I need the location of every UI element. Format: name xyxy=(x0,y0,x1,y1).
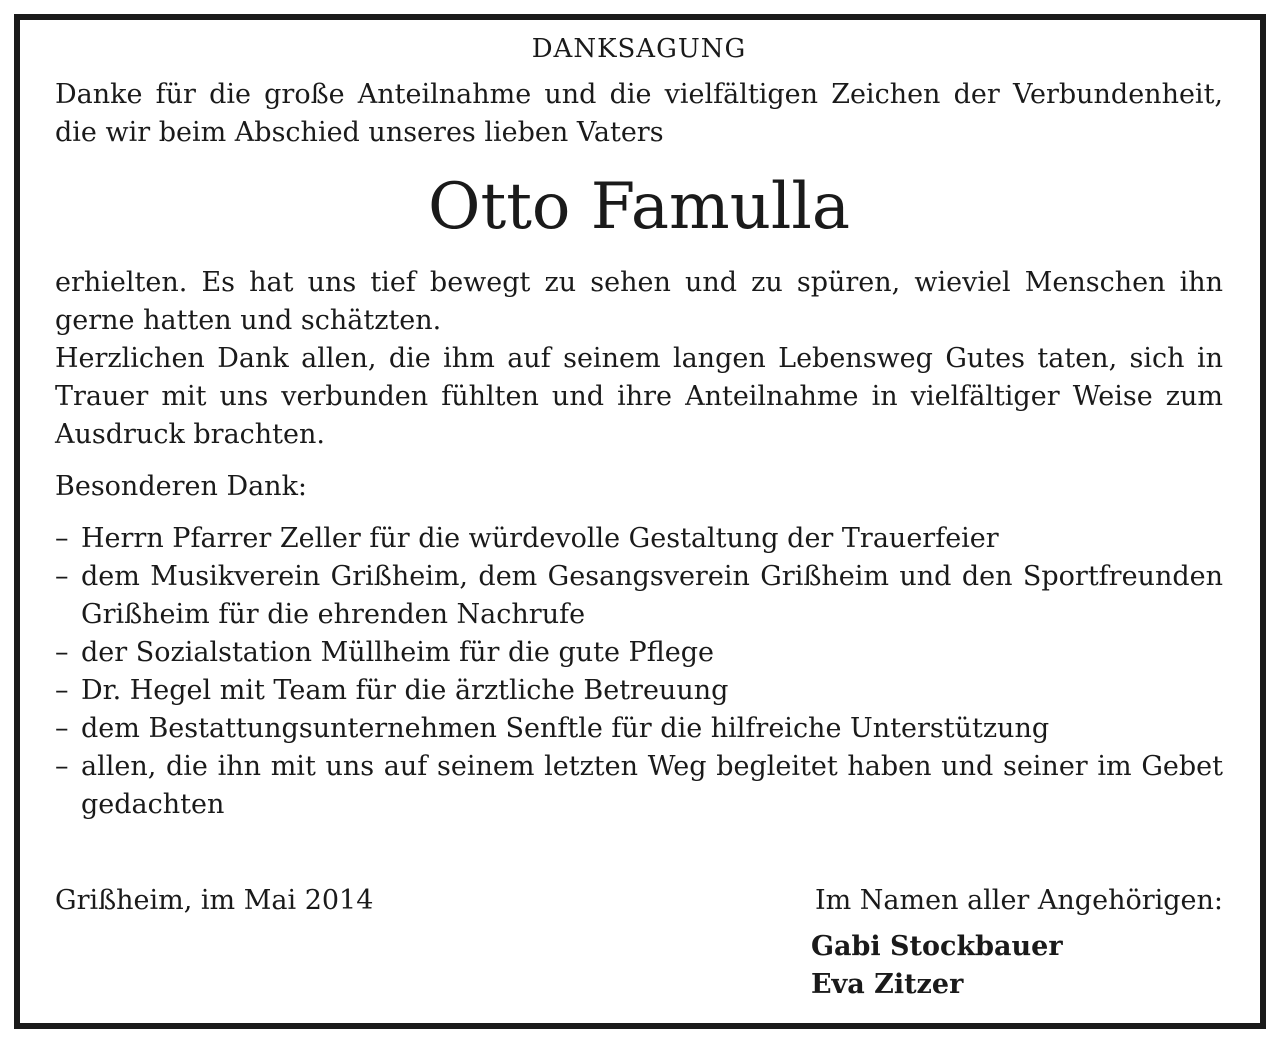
signers xyxy=(810,928,1223,1004)
place-date: Grißheim, im Mai 2014 xyxy=(55,885,374,916)
notice-body xyxy=(55,30,1223,824)
paragraph-2: Herzlichen Dank allen, die ihm auf seinem langen Lebensweg Gutes taten, sich in Trauer mit uns verbunden fühlten und ihre Anteilnahme in vielfältiger Weise zum Ausdruck brachten. xyxy=(55,343,1223,450)
list-item: – allen, die ihn mit uns auf seinem letzten Weg begleitet haben und seiner im Gebet gedachten xyxy=(55,748,1223,824)
list-item: – Herrn Pfarrer Zeller für die würdevolle Gestaltung der Trauerfeier xyxy=(55,520,1223,558)
signoff-block xyxy=(810,882,1223,1004)
list-item: – dem Musikverein Grißheim, dem Gesangsverein Grißheim und den Sportfreunden Grißheim für die ehrenden Nachrufe xyxy=(55,558,1223,634)
list-item: – dem Bestattungsunternehmen Senftle für die hilfreiche Unterstützung xyxy=(55,710,1223,748)
signer-name: Gabi Stockbauer xyxy=(810,931,1063,962)
list-item: – Dr. Hegel mit Team für die ärztliche Betreuung xyxy=(55,672,1223,710)
deceased-name: Otto Famulla xyxy=(428,170,850,244)
special-thanks-label: Besonderen Dank: xyxy=(55,471,308,502)
signer-name: Eva Zitzer xyxy=(810,969,964,1000)
list-item: – der Sozialstation Müllheim für die gute Pflege xyxy=(55,634,1223,672)
signoff-line: Im Namen aller Angehörigen: xyxy=(814,885,1223,916)
intro-paragraph: Danke für die große Anteilnahme und die vielfältigen Zeichen der Verbundenheit, die wir beim Abschied unseres lieben Vaters xyxy=(55,79,1223,148)
paragraph-1: erhielten. Es hat uns tief bewegt zu sehen und zu spüren, wieviel Menschen ihn gerne hatten und schätzten. xyxy=(55,267,1223,336)
thanks-list xyxy=(55,520,1223,824)
notice-heading: DANKSAGUNG xyxy=(531,34,747,64)
